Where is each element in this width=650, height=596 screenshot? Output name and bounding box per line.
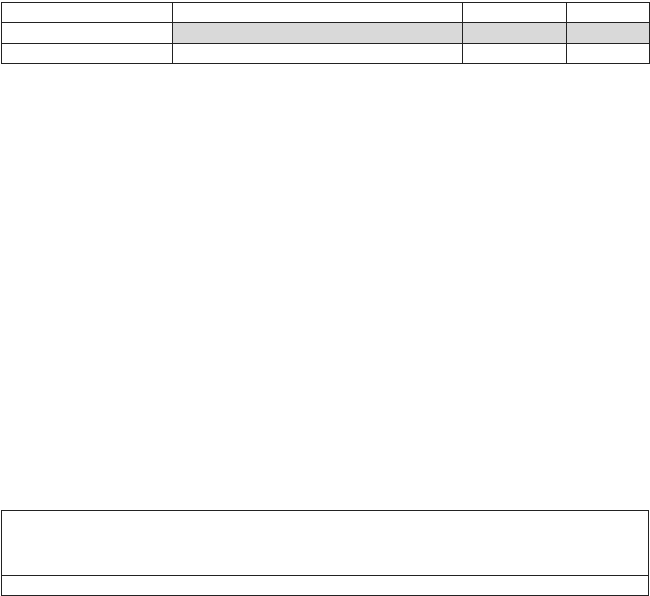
menu-item-name bbox=[173, 23, 463, 43]
menu-row bbox=[2, 3, 650, 23]
contact-footer bbox=[1, 510, 649, 577]
menu-row bbox=[2, 43, 650, 63]
price-table bbox=[1, 2, 650, 64]
price-with-tax bbox=[567, 23, 650, 43]
price-table-body bbox=[2, 3, 650, 64]
price-with-tax bbox=[567, 43, 650, 63]
price-with-tax bbox=[567, 3, 650, 23]
menu-item-name bbox=[173, 3, 463, 23]
menu-row bbox=[2, 23, 650, 43]
price-regular bbox=[463, 3, 567, 23]
price-regular bbox=[463, 23, 567, 43]
empty-cell bbox=[2, 43, 173, 63]
price-note bbox=[1, 575, 649, 596]
category-label bbox=[2, 3, 173, 23]
price-regular bbox=[463, 43, 567, 63]
category-label bbox=[2, 23, 173, 43]
menu-item-name bbox=[173, 43, 463, 63]
